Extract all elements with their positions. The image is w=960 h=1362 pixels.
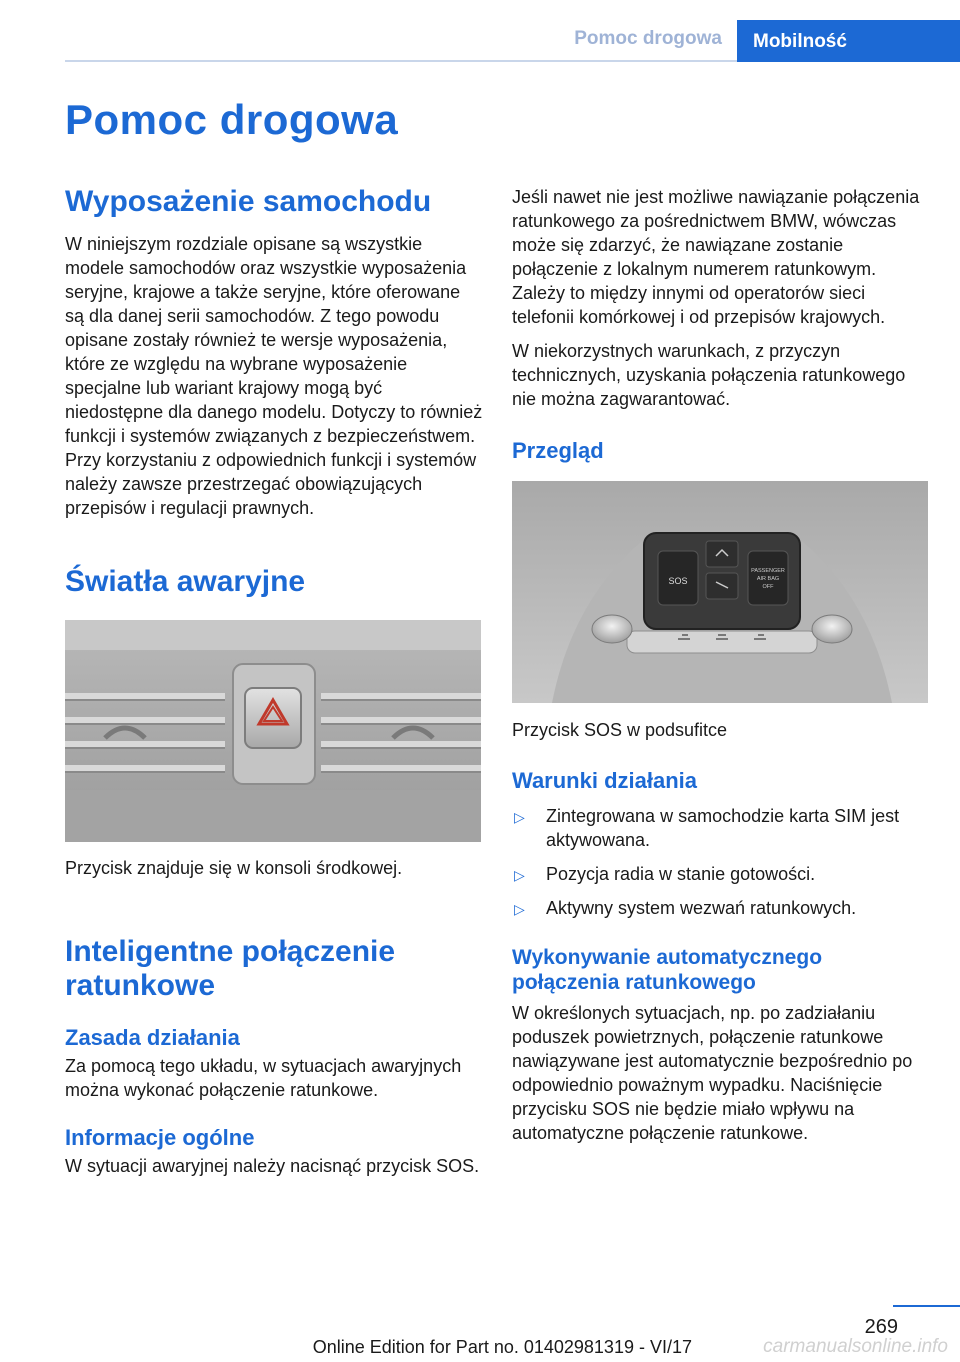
airbag-label-1: PASSENGER <box>751 568 785 574</box>
principle-text: Za pomocą tego układu, w sytuacjach awaryjnych można wykonać połączenie ratunkowe. <box>65 1056 462 1100</box>
header-section-name[interactable]: Pomoc drogowa <box>574 28 722 49</box>
heading-auto-call: Wykonywanie automatycznego połączenia ratunkowego <box>512 946 823 994</box>
list-item: ▷ Pozycja radia w stanie gotowości. <box>512 862 930 886</box>
hazard-caption: Przycisk znajduje się w konsoli środkowej. <box>65 858 403 878</box>
right-paragraph-1: Jeśli nawet nie jest możliwe nawiązanie połączenia ratunkowego za pośrednictwem BMW, wówczas może się zdarzyć, że nawiązane zostanie połączenie z lokalnym numerem ratunkowym. Zależy to między innymi od operatorów sieci telefonii komórkowej i od przepisów krajowych. <box>512 187 920 327</box>
sos-button-photo <box>512 481 928 703</box>
list-item: ▷ Zintegrowana w samochodzie karta SIM jest aktywowana. <box>514 806 900 850</box>
triangle-bullet-icon: ▷ <box>514 809 525 825</box>
right-column <box>512 180 930 1145</box>
auto-call-text: W określonych sytuacjach, np. po zadziałaniu poduszek powietrznych, połączenie ratunkowe nawiązywane jest automatycznie bezpośrednio po odpowiednio poważnym wypadku. Naciśnięcie przycisku SOS nie będzie miało wpływu na automatyczne połączenie ratunkowe. <box>512 1003 913 1143</box>
conditions-list <box>512 804 930 920</box>
general-info-text: W sytuacji awaryjnej należy nacisnąć przycisk SOS. <box>65 1156 480 1176</box>
triangle-bullet-icon: ▷ <box>514 867 525 883</box>
heading-emergency-call: Inteligentne połączenie ratunkowe <box>65 935 396 1002</box>
page-title: Pomoc drogowa <box>65 96 399 143</box>
left-column <box>65 180 483 1178</box>
edition-note: Online Edition for Part no. 01402981319 - VI/17 <box>312 1337 692 1357</box>
list-item: ▷ Aktywny system wezwań ratunkowych. <box>512 896 930 920</box>
airbag-label-2: AIR BAG <box>756 576 780 582</box>
right-paragraph-2: W niekorzystnych warunkach, z przyczyn technicznych, uzyskania połączenia ratunkowego nie można zagwarantować. <box>512 341 906 409</box>
heading-vehicle-equipment: Wyposażenie samochodu <box>65 185 432 218</box>
hazard-button-photo <box>65 620 481 842</box>
header-chapter-tab[interactable]: Mobilność <box>737 20 960 62</box>
heading-principle: Zasada działania <box>65 1025 240 1050</box>
footer-rule <box>893 1305 960 1307</box>
watermark: carmanualsonline.info <box>763 1336 948 1357</box>
heading-hazard-lights: Światła awaryjne <box>65 565 306 598</box>
page-number: 269 <box>864 1316 898 1338</box>
heading-overview: Przegląd <box>512 438 604 463</box>
heading-general-info: Informacje ogólne <box>65 1125 255 1150</box>
sos-photo-label: SOS <box>668 576 688 586</box>
airbag-label-3: OFF <box>762 584 774 590</box>
vehicle-equipment-text: W niniejszym rozdziale opisane są wszystkie modele samochodów oraz wszystkie wyposażenia seryjne, krajowe a także seryjne, które oferowane są dla danej serii samochodów. Z tego powodu opisane zostały również te wersje wyposażenia, które ze względu na wybrane wyposażenie specjalne lub wariant krajowy mogą być niedostępne dla danego modelu. Dotyczy to również funkcji i systemów związanych z bezpieczeństwem. Przy korzystaniu z odpowiednich funkcji i systemów należy zawsze przestrzegać obowiązujących przepisów i regulacji prawnych. <box>65 234 483 518</box>
heading-conditions: Warunki działania <box>512 768 698 793</box>
triangle-bullet-icon: ▷ <box>514 901 525 917</box>
overview-caption: Przycisk SOS w podsufitce <box>512 720 728 740</box>
